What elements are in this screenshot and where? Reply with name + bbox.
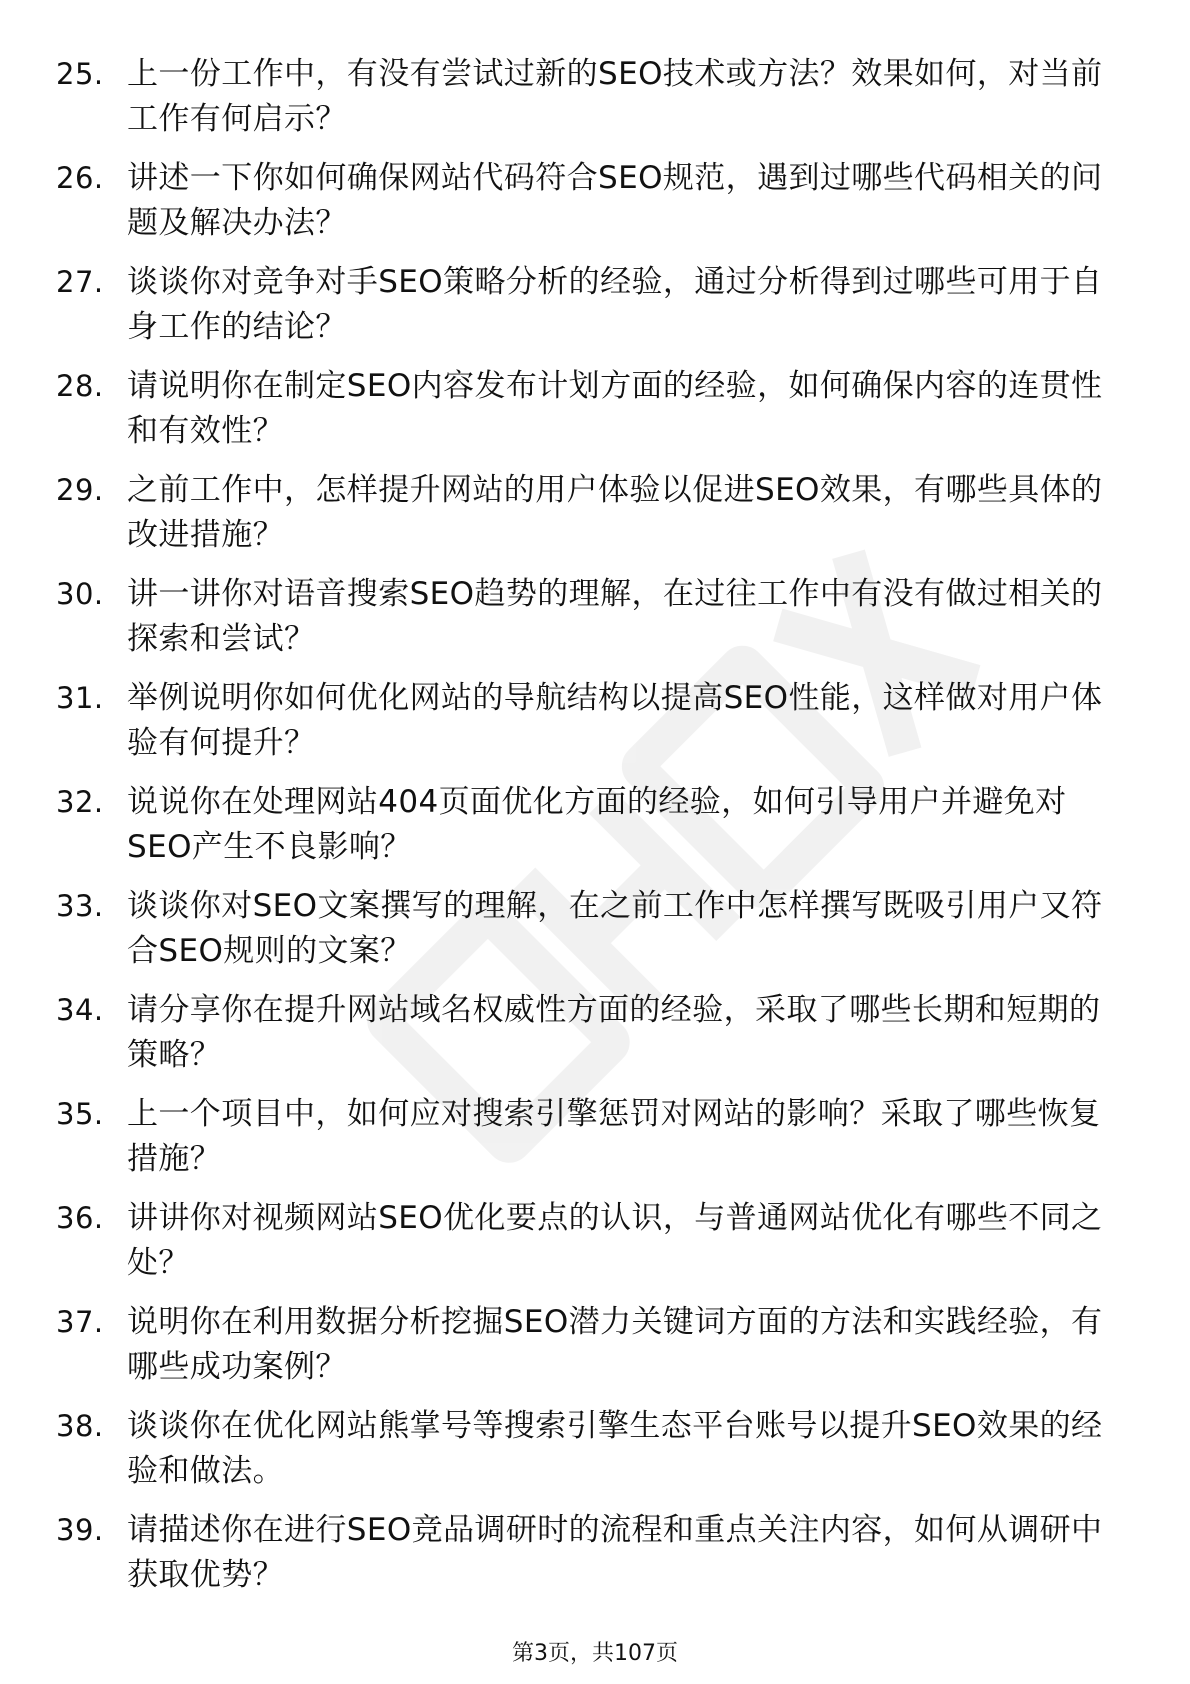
question-text: 请描述你在进行SEO竞品调研时的流程和重点关注内容，如何从调研中获取优势？ (127, 1512, 1103, 1593)
list-item (0, 156, 1190, 260)
list-item (0, 1404, 1190, 1508)
question-text: 谈谈你对SEO文案撰写的理解，在之前工作中怎样撰写既吸引用户又符合SEO规则的文案？ (127, 888, 1103, 969)
question-number: 28. (56, 369, 104, 403)
question-number: 25. (56, 57, 104, 91)
question-number: 30. (56, 577, 104, 611)
question-number: 32. (56, 785, 104, 819)
question-text: 上一份工作中，有没有尝试过新的SEO技术或方法？效果如何，对当前工作有何启示？ (127, 56, 1103, 137)
page-number-footer: 第3页，共107页 (512, 1641, 678, 1666)
question-number: 34. (56, 993, 104, 1027)
question-text: 说说你在处理网站404页面优化方面的经验，如何引导用户并避免对SEO产生不良影响？ (127, 784, 1067, 865)
question-number: 29. (56, 473, 104, 507)
question-text: 之前工作中，怎样提升网站的用户体验以促进SEO效果，有哪些具体的改进措施？ (127, 472, 1103, 553)
question-text: 讲述一下你如何确保网站代码符合SEO规范，遇到过哪些代码相关的问题及解决办法？ (127, 160, 1103, 241)
question-list (0, 52, 1190, 1612)
list-item (0, 468, 1190, 572)
list-item (0, 1196, 1190, 1300)
question-number: 36. (56, 1201, 104, 1235)
question-text: 谈谈你对竞争对手SEO策略分析的经验，通过分析得到过哪些可用于自身工作的结论？ (127, 264, 1103, 345)
question-number: 27. (56, 265, 104, 299)
question-number: 37. (56, 1305, 104, 1339)
list-item (0, 1092, 1190, 1196)
question-text: 说明你在利用数据分析挖掘SEO潜力关键词方面的方法和实践经验，有哪些成功案例？ (127, 1304, 1103, 1385)
question-text: 请分享你在提升网站域名权威性方面的经验，采取了哪些长期和短期的策略？ (127, 992, 1101, 1073)
list-item (0, 1508, 1190, 1612)
list-item (0, 676, 1190, 780)
list-item (0, 780, 1190, 884)
question-text: 请说明你在制定SEO内容发布计划方面的经验，如何确保内容的连贯性和有效性？ (127, 368, 1103, 449)
question-text: 讲一讲你对语音搜索SEO趋势的理解，在过往工作中有没有做过相关的探索和尝试？ (127, 576, 1103, 657)
list-item (0, 1300, 1190, 1404)
question-number: 38. (56, 1409, 104, 1443)
list-item (0, 988, 1190, 1092)
list-item (0, 884, 1190, 988)
list-item (0, 364, 1190, 468)
question-text: 举例说明你如何优化网站的导航结构以提高SEO性能，这样做对用户体验有何提升？ (127, 680, 1103, 761)
question-text: 讲讲你对视频网站SEO优化要点的认识，与普通网站优化有哪些不同之处？ (127, 1200, 1103, 1281)
question-number: 31. (56, 681, 104, 715)
list-item (0, 52, 1190, 156)
question-text: 上一个项目中，如何应对搜索引擎惩罚对网站的影响？采取了哪些恢复措施？ (127, 1096, 1101, 1177)
question-number: 35. (56, 1097, 104, 1131)
question-number: 26. (56, 161, 104, 195)
question-number: 33. (56, 889, 104, 923)
list-item (0, 572, 1190, 676)
question-text: 谈谈你在优化网站熊掌号等搜索引擎生态平台账号以提升SEO效果的经验和做法。 (127, 1408, 1103, 1489)
question-number: 39. (56, 1513, 104, 1547)
list-item (0, 260, 1190, 364)
